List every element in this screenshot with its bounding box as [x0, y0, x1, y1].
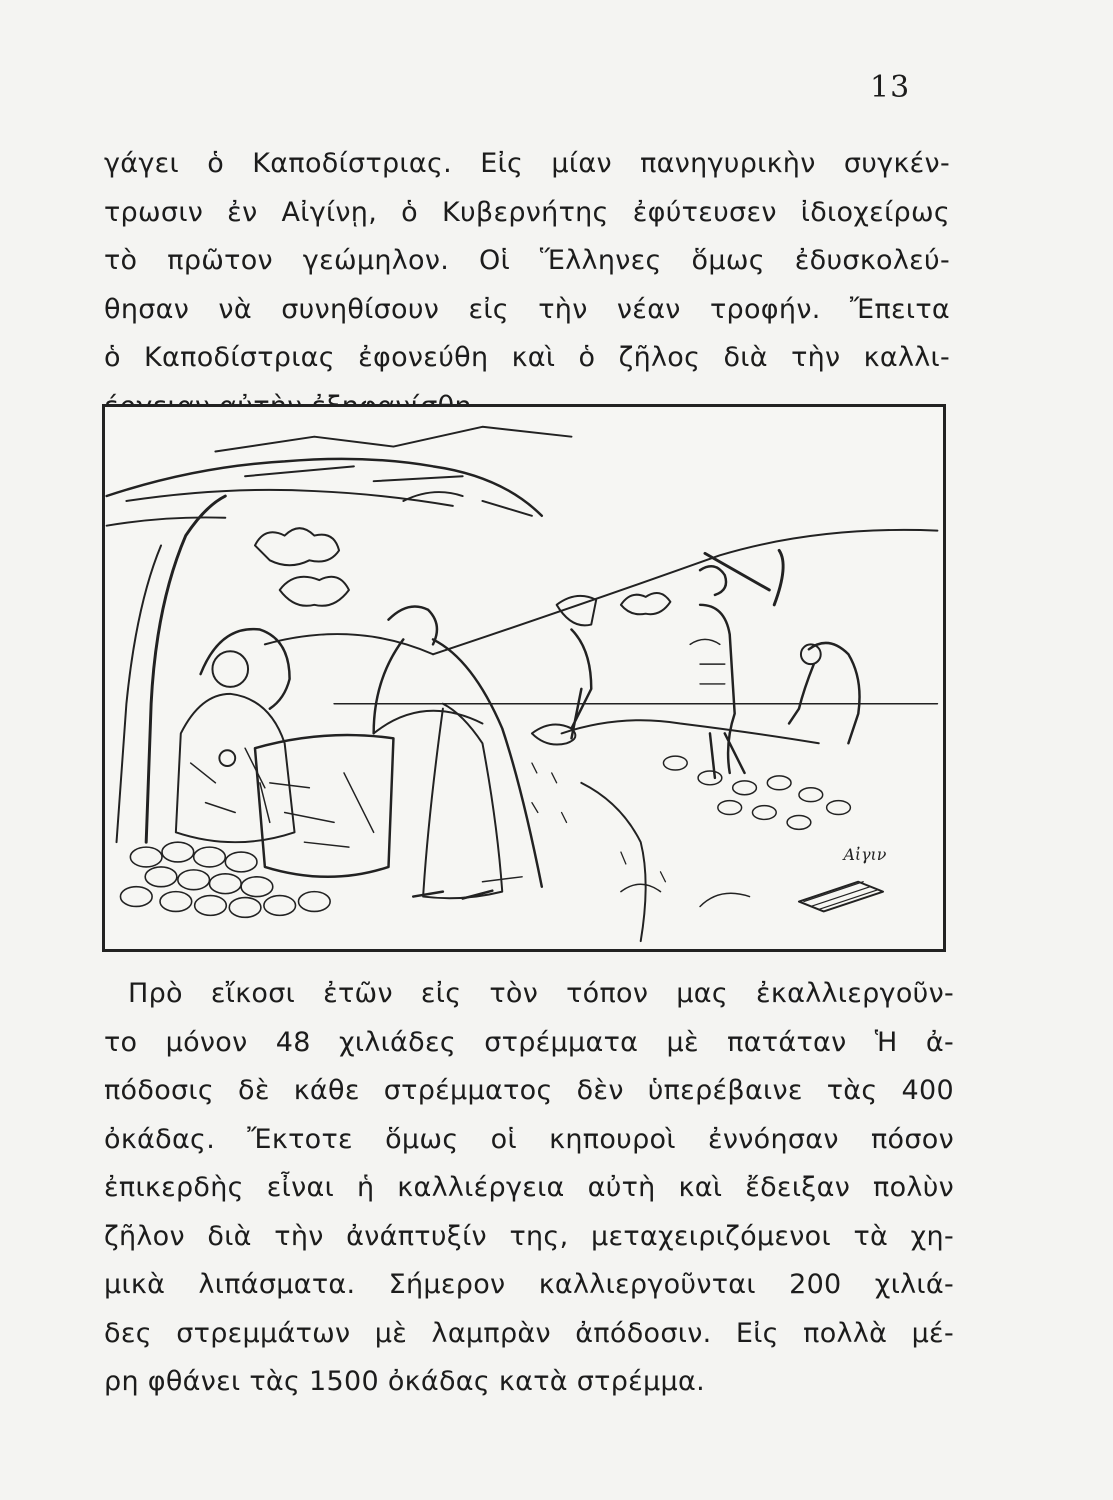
paragraph-1 [104, 140, 950, 431]
text-line: ἐπικερδὴς εἶναι ἡ καλλιέργεια αὐτὴ καὶ ἔδειξαν πολὺν [104, 1172, 954, 1203]
text-line: τὸ πρῶτον γεώμηλον. Οἱ Ἕλληνες ὅμως ἐδυσκολεύ- [104, 245, 950, 276]
text-line: μικὰ λιπάσματα. Σήμερον καλλιεργοῦνται 200 χιλιά- [104, 1269, 954, 1300]
paragraph-2 [104, 970, 954, 1407]
text-line: ρη φθάνει τὰς 1500 ὀκάδας κατὰ στρέμμα. [104, 1366, 705, 1397]
illustration-signature: Αἰγιν [843, 844, 887, 864]
text-line: θησαν νὰ συνηθίσουν εἰς τὴν νέαν τροφήν. Ἔπειτα [104, 293, 950, 325]
text-line: ὀκάδας. Ἔκτοτε ὅμως οἱ κηπουροὶ ἐννόησαν πόσον [104, 1123, 954, 1155]
text-line: το μόνον 48 χιλιάδες στρέμματα μὲ πατάταν Ἡ ἀ- [104, 1026, 954, 1058]
text-line: γάγει ὁ Καποδίστριας. Εἰς μίαν πανηγυρικὴν συγκέν- [104, 148, 950, 179]
text-line: ὁ Καποδίστριας ἐφονεύθη καὶ ὁ ζῆλος διὰ τὴν καλλι- [104, 342, 950, 373]
text-line: δες στρεμμάτων μὲ λαμπρὰν ἀπόδοσιν. Εἰς πολλὰ μέ- [104, 1317, 954, 1349]
potato-harvest-illustration [102, 404, 946, 952]
text-line: ζῆλον διὰ τὴν ἀνάπτυξίν της, μεταχειριζόμενοι τὰ χη- [104, 1220, 954, 1252]
text-line: τρωσιν ἐν Αἰγίνῃ, ὁ Κυβερνήτης ἐφύτευσεν ἰδιοχείρως [104, 196, 950, 228]
text-line: Πρὸ εἴκοσι ἐτῶν εἰς τὸν τόπον μας ἐκαλλιεργοῦν- [128, 978, 954, 1009]
page-number: 13 [870, 70, 911, 105]
text-line: πόδοσις δὲ κάθε στρέμματος δὲν ὑπερέβαινε τὰς 400 [104, 1075, 954, 1106]
